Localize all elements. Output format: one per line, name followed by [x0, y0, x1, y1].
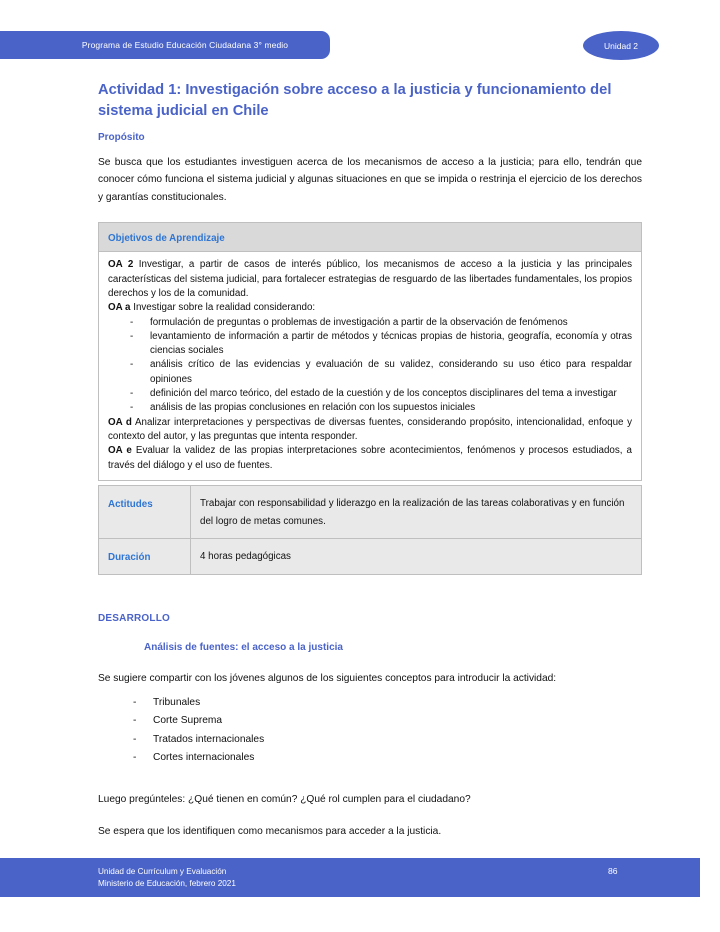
list-item: - análisis de las propias conclusiones en relación con los supuestos iniciales	[108, 401, 632, 415]
duration-value: 4 horas pedagógicas	[200, 551, 291, 563]
purpose-text: Se busca que los estudiantes investiguen acerca de los mecanismos de acceso a la justicia; para ello, tendrán que conocer cómo funciona el sistema judicial y algunas situaciones en que se impida o restrinja el ejercicio de los derechos y garantías constitucionales.	[98, 156, 642, 203]
oad-line	[108, 416, 632, 445]
purpose-label: Propósito	[98, 131, 145, 143]
learning-objectives-table	[98, 222, 642, 480]
unit-badge	[583, 31, 659, 60]
table-row	[99, 539, 642, 575]
list-item: - definición del marco teórico, del estado de la cuestión y de los conceptos disciplinares del tema a investigar	[108, 387, 632, 401]
list-item: - Cortes internacionales	[98, 749, 642, 768]
oae-line	[108, 444, 632, 473]
page-number: 86	[608, 866, 618, 876]
oa2-code: OA 2	[108, 259, 134, 271]
program-banner	[0, 31, 330, 59]
duration-label: Duración	[108, 552, 151, 564]
duration-value-cell	[191, 539, 642, 575]
activity-title: Actividad 1: Investigación sobre acceso a la justicia y funcionamiento del sistema judicial en Chile	[98, 82, 612, 119]
attitudes-value-cell	[191, 485, 642, 539]
list-item: - análisis crítico de las evidencias y evaluación de su validez, considerando su uso ético para respaldar opiniones	[108, 358, 632, 387]
list-item: - Tratados internacionales	[98, 731, 642, 750]
oa2-line	[108, 258, 632, 301]
oae-text: Evaluar la validez de las propias interpretaciones sobre acontecimientos, fenómenos y procesos estudiados, a través del diálogo y el uso de fuentes.	[108, 445, 632, 471]
development-closing: Se espera que los identifiquen como mecanismos para acceder a la justicia.	[98, 826, 442, 838]
oad-text: Analizar interpretaciones y perspectivas de diversas fuentes, considerando propósito, intencionalidad, enfoque y contexto del autor, y las preguntas que intenta responder.	[108, 416, 632, 442]
unit-badge-label: Unidad 2	[603, 40, 639, 51]
learning-objectives-header-cell	[99, 223, 642, 252]
table-row	[99, 485, 642, 539]
footer-credits	[98, 866, 236, 890]
table-row	[99, 223, 642, 252]
oad-code: OA d	[108, 416, 132, 428]
list-item: - formulación de preguntas o problemas de investigación a partir de la observación de fenómenos	[108, 316, 632, 330]
attitudes-value: Trabajar con responsabilidad y liderazgo en la realización de las tareas colaborativas y en función del logro de metas comunes.	[200, 497, 625, 528]
footer-line-1: Unidad de Currículum y Evaluación	[98, 867, 227, 876]
table-row	[99, 252, 642, 480]
oae-code: OA e	[108, 445, 132, 457]
list-item: - Corte Suprema	[98, 712, 642, 731]
document-content	[98, 80, 642, 841]
development-subtitle: Análisis de fuentes: el acceso a la justicia	[144, 642, 343, 654]
footer-line-2: Ministerio de Educación, febrero 2021	[98, 878, 236, 888]
oaa-code: OA a	[108, 302, 131, 314]
program-banner-label: Programa de Estudio Educación Ciudadana 3° medio	[81, 40, 289, 50]
oaa-sublist	[108, 316, 632, 416]
attitudes-label-cell	[99, 485, 191, 539]
development-heading: DESARROLLO	[98, 613, 170, 625]
oaa-text: Investigar sobre la realidad considerando:	[130, 302, 316, 314]
attributes-table	[98, 485, 642, 576]
attitudes-label: Actitudes	[108, 498, 153, 510]
oa2-text: Investigar, a partir de casos de interés público, los mecanismos de acceso a la justicia y las principales características del sistema judicial, para fortalecer estrategias de resguardo de las libertades fundamentales, los propios derechos y los de la comunidad.	[108, 259, 632, 299]
list-item: - levantamiento de información a partir de métodos y técnicas propias de historia, geografía, economía y otras ciencias sociales	[108, 330, 632, 359]
duration-label-cell	[99, 539, 191, 575]
learning-objectives-header-label: Objetivos de Aprendizaje	[108, 233, 225, 245]
development-intro: Se sugiere compartir con los jóvenes algunos de los siguientes conceptos para introducir la actividad:	[98, 673, 557, 685]
learning-objectives-body-cell	[99, 252, 642, 480]
list-item: - Tribunales	[98, 694, 642, 713]
concept-list	[98, 694, 642, 768]
development-question: Luego pregúnteles: ¿Qué tienen en común? ¿Qué rol cumplen para el ciudadano?	[98, 794, 471, 805]
oaa-line	[108, 301, 632, 315]
